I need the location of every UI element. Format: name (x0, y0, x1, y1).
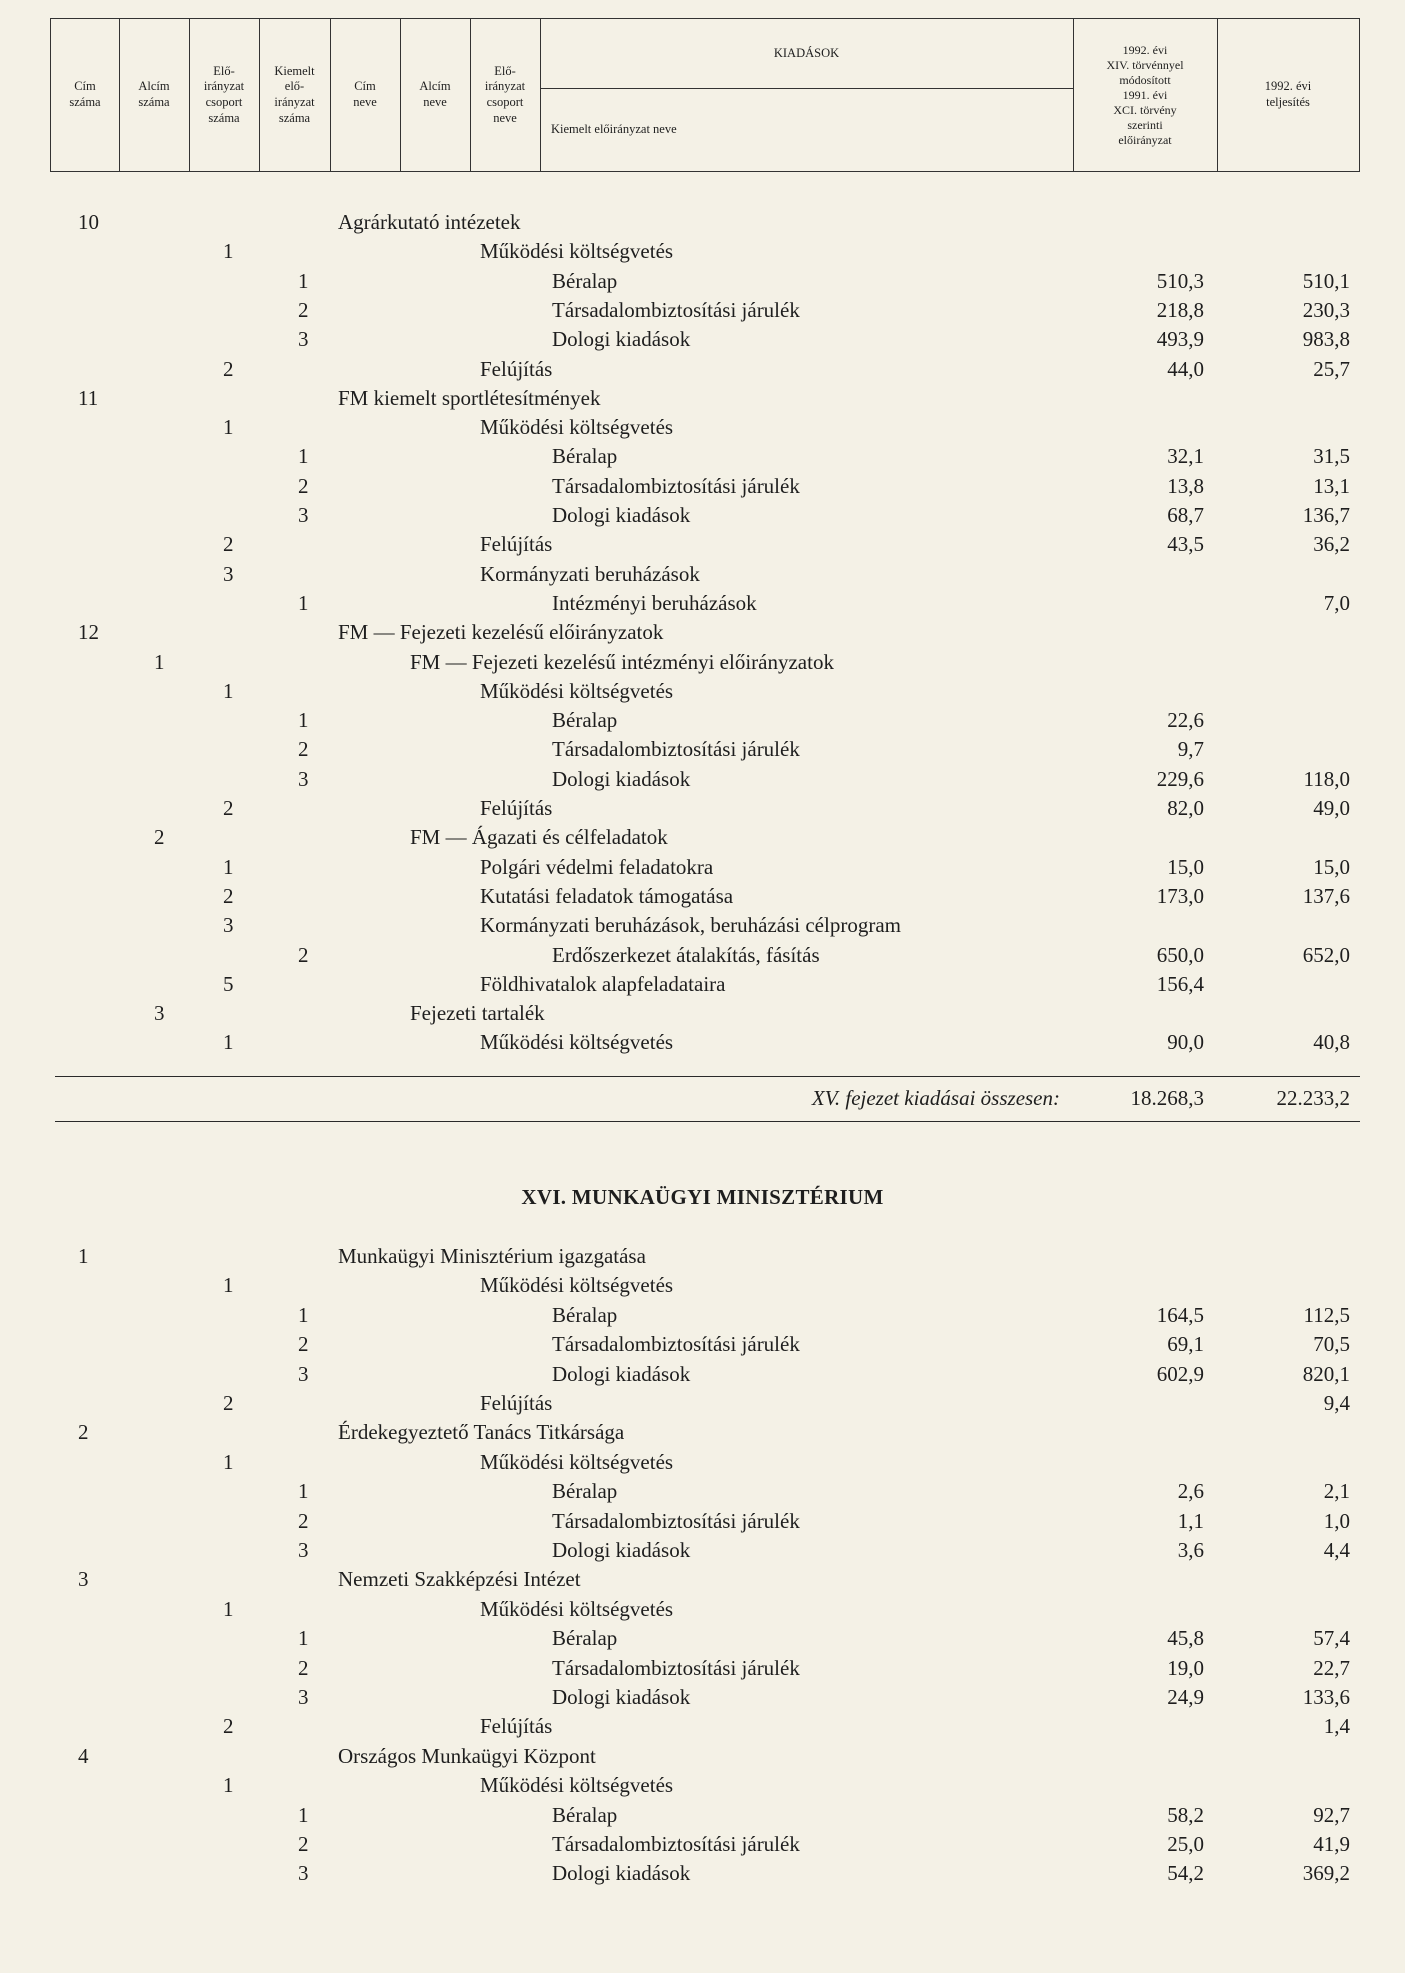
total-rule-top (55, 1076, 1360, 1077)
row-number: 2 (298, 1832, 309, 1856)
table-row (0, 1712, 1405, 1741)
row-label: Dologi kiadások (552, 327, 691, 352)
total-label: XV. fejezet kiadásai összesen: (811, 1086, 1060, 1110)
table-row (0, 1565, 1405, 1594)
row-value-1991: 54,2 (1167, 1861, 1204, 1886)
row-value-1992: 118,0 (1303, 766, 1350, 791)
row-value-1992: 22,7 (1313, 1655, 1350, 1680)
row-number: 3 (223, 561, 234, 586)
header-kiemelt-eloiranyzat-szama: Kiemelt elő- irányzat száma (274, 63, 315, 125)
row-label: Polgári védelmi feladatokra (480, 854, 714, 879)
row-number: 1 (298, 1802, 309, 1827)
row-number: 3 (223, 913, 234, 938)
row-label: Erdőszerkezet átalakítás, fásítás (552, 942, 820, 967)
row-number: 3 (298, 1861, 309, 1886)
row-value-1991: 9,7 (1177, 737, 1204, 762)
row-value-1991: 69,1 (1167, 1332, 1204, 1357)
header-kiadasok: KIADÁSOK (773, 45, 840, 60)
row-label: Társadalombiztosítási járulék (552, 473, 800, 498)
row-value-1992: 70,5 (1313, 1332, 1350, 1357)
row-label: Béralap (552, 1302, 618, 1327)
row-value-1992: 136,7 (1302, 503, 1350, 527)
header-alcim-neve: Alcím neve (419, 79, 451, 109)
table-row (0, 1683, 1405, 1712)
row-value-1992: 820,1 (1302, 1361, 1350, 1386)
row-value-1992: 652,0 (1302, 942, 1350, 967)
row-value-1991: 3,6 (1177, 1538, 1204, 1562)
row-label: Felújítás (480, 1391, 553, 1415)
table-row (0, 1360, 1405, 1389)
table-row (0, 355, 1405, 384)
row-value-1992: 25,7 (1313, 356, 1350, 381)
row-label: Béralap (552, 1626, 618, 1651)
row-label: Intézményi beruházások (552, 590, 757, 615)
row-number: 1 (223, 1449, 234, 1474)
row-value-1992: 133,6 (1302, 1685, 1350, 1709)
row-label: Dologi kiadások (552, 766, 691, 791)
header-alcim-szama: Alcím száma (138, 79, 170, 109)
row-label: Dologi kiadások (552, 1361, 691, 1386)
row-value-1992: 31,5 (1313, 444, 1350, 469)
row-number: 3 (298, 327, 309, 352)
row-number: 2 (298, 297, 309, 322)
row-number: 3 (298, 1361, 309, 1386)
table-row (0, 267, 1405, 296)
section-title: XVI. MUNKAÜGYI MINISZTÉRIUM (521, 1185, 884, 1209)
header-cim-szama: Cím száma (69, 79, 101, 109)
table-row (0, 735, 1405, 764)
row-value-1992: 15,0 (1313, 854, 1350, 879)
row-value-1991: 164,5 (1156, 1302, 1204, 1327)
row-label: Földhivatalok alapfeladataira (480, 971, 726, 996)
row-value-1991: 602,9 (1156, 1361, 1204, 1386)
row-number: 3 (298, 503, 309, 527)
row-number: 10 (78, 210, 99, 234)
table-row (0, 1301, 1405, 1330)
table-row (0, 1595, 1405, 1624)
row-value-1992: 40,8 (1313, 1030, 1350, 1055)
row-number: 1 (298, 1302, 309, 1327)
row-number: 1 (223, 678, 234, 703)
table-row (0, 1477, 1405, 1506)
row-value-1991: 510,3 (1156, 268, 1204, 293)
row-value-1992: 49,0 (1313, 796, 1350, 820)
row-value-1991: 13,8 (1167, 473, 1204, 498)
row-label: Dologi kiadások (552, 1861, 691, 1886)
table-row (0, 1624, 1405, 1653)
row-number: 1 (223, 415, 234, 440)
row-label: Működési költségvetés (480, 1030, 674, 1055)
row-label: Felújítás (480, 356, 553, 381)
row-label: Működési költségvetés (480, 678, 674, 703)
table-row (0, 1271, 1405, 1300)
row-number: 1 (223, 1596, 234, 1621)
table-row (0, 1859, 1405, 1888)
row-value-1992: 2,1 (1323, 1479, 1350, 1504)
row-value-1992: 369,2 (1302, 1861, 1350, 1886)
row-value-1991: 58,2 (1167, 1802, 1204, 1827)
table-row (0, 618, 1405, 647)
header-1992-teljesites: 1992. évi teljesítés (1264, 79, 1312, 109)
row-number: 2 (223, 1391, 234, 1415)
table-row (0, 823, 1405, 852)
table-row (0, 941, 1405, 970)
row-value-1991: 493,9 (1156, 327, 1204, 352)
row-value-1992: 510,1 (1302, 268, 1350, 293)
row-number: 2 (298, 942, 309, 967)
table-row (0, 325, 1405, 354)
table-row (0, 1330, 1405, 1359)
header-1991-eloiranyzat: 1992. évi XIV. törvénnyel módosított 1991. évi XCI. törvény szerinti előirányzat (1106, 42, 1184, 147)
row-number: 4 (78, 1743, 89, 1768)
row-label: Fejezeti tartalék (410, 1001, 545, 1026)
row-number: 1 (78, 1244, 89, 1268)
table-row (0, 442, 1405, 471)
row-value-1991: 650,0 (1156, 942, 1204, 967)
row-number: 3 (298, 1685, 309, 1709)
header-eloiranyzat-csoport-neve: Elő- irányzat csoport neve (484, 63, 526, 125)
row-label: Társadalombiztosítási járulék (552, 1508, 800, 1533)
table-row (0, 970, 1405, 999)
row-value-1992: 36,2 (1313, 532, 1350, 557)
row-value-1991: 22,6 (1167, 708, 1204, 733)
row-number: 2 (298, 737, 309, 762)
row-value-1992: 1,4 (1323, 1714, 1350, 1739)
row-number: 2 (223, 796, 234, 820)
row-label: Társadalombiztosítási járulék (552, 737, 800, 762)
row-number: 1 (154, 649, 165, 674)
table-row (0, 999, 1405, 1028)
row-label: Társadalombiztosítási járulék (552, 1655, 800, 1680)
row-number: 3 (298, 766, 309, 791)
table-row (0, 882, 1405, 911)
row-label: FM — Fejezeti kezelésű előirányzatok (338, 620, 664, 645)
table-row (0, 1771, 1405, 1800)
row-label: Kormányzati beruházások, beruházási célprogram (480, 913, 901, 938)
total-rule-bottom (55, 1121, 1360, 1122)
table-row (0, 1507, 1405, 1536)
row-value-1992: 4,4 (1323, 1538, 1350, 1562)
row-value-1991: 156,4 (1156, 971, 1204, 996)
row-value-1991: 82,0 (1167, 796, 1204, 820)
row-number: 2 (223, 532, 234, 557)
row-number: 1 (223, 854, 234, 879)
row-label: Dologi kiadások (552, 1538, 691, 1562)
table-row (0, 208, 1405, 237)
row-number: 5 (223, 971, 234, 996)
table-row (0, 677, 1405, 706)
row-number: 11 (78, 385, 99, 410)
table-row (0, 911, 1405, 940)
row-label: Felújítás (480, 1714, 553, 1739)
table-row (0, 501, 1405, 530)
row-number: 2 (298, 1332, 309, 1357)
header-kiemelt-eloiranyzat-neve: Kiemelt előirányzat neve (551, 122, 677, 137)
table-row (0, 765, 1405, 794)
row-value-1991: 25,0 (1167, 1832, 1204, 1856)
row-label: Működési költségvetés (480, 1449, 674, 1474)
row-number: 1 (223, 1030, 234, 1055)
table-row (0, 853, 1405, 882)
row-value-1992: 7,0 (1323, 590, 1350, 615)
table-row (0, 296, 1405, 325)
table-row (0, 1418, 1405, 1447)
header-eloiranyzat-csoport-szama: Elő- irányzat csoport száma (203, 63, 245, 125)
row-label: Agrárkutató intézetek (338, 210, 521, 234)
row-value-1992: 57,4 (1313, 1626, 1350, 1651)
row-label: Béralap (552, 444, 618, 469)
row-label: Nemzeti Szakképzési Intézet (338, 1567, 581, 1592)
row-value-1992: 41,9 (1313, 1832, 1350, 1856)
table-row (0, 794, 1405, 823)
row-value-1992: 13,1 (1313, 473, 1350, 498)
row-label: Felújítás (480, 532, 553, 557)
row-value-1991: 229,6 (1156, 766, 1204, 791)
row-value-1991: 2,6 (1177, 1479, 1204, 1504)
row-value-1991: 24,9 (1167, 1685, 1204, 1709)
row-label: FM — Ágazati és célfeladatok (410, 825, 668, 850)
table-row (0, 648, 1405, 677)
row-label: Társadalombiztosítási járulék (552, 1832, 800, 1856)
row-value-1992: 137,6 (1302, 883, 1350, 908)
row-number: 1 (298, 444, 309, 469)
table-row (0, 1654, 1405, 1683)
row-label: Működési költségvetés (480, 1596, 674, 1621)
total-value-1992: 22.233,2 (1276, 1086, 1350, 1110)
row-label: Munkaügyi Minisztérium igazgatása (338, 1244, 646, 1268)
table-row (0, 237, 1405, 266)
table-row (0, 472, 1405, 501)
row-label: FM — Fejezeti kezelésű intézményi előirányzatok (410, 649, 834, 674)
row-value-1991: 32,1 (1167, 444, 1204, 469)
row-value-1992: 112,5 (1303, 1302, 1350, 1327)
row-value-1992: 9,4 (1323, 1391, 1350, 1415)
row-number: 1 (223, 1773, 234, 1798)
total-row (0, 1084, 1405, 1113)
row-label: Társadalombiztosítási járulék (552, 1332, 800, 1357)
row-value-1991: 68,7 (1167, 503, 1204, 527)
row-value-1991: 19,0 (1167, 1655, 1204, 1680)
row-label: Működési költségvetés (480, 415, 674, 440)
row-number: 1 (298, 590, 309, 615)
row-label: Felújítás (480, 796, 553, 820)
row-label: Dologi kiadások (552, 503, 691, 527)
row-number: 2 (78, 1420, 89, 1445)
row-label: Működési költségvetés (480, 1273, 674, 1298)
table-row (0, 589, 1405, 618)
row-label: Érdekegyeztető Tanács Titkársága (338, 1420, 625, 1445)
row-number: 1 (223, 239, 234, 264)
table-row (0, 1242, 1405, 1271)
row-label: Béralap (552, 1479, 618, 1504)
row-value-1991: 1,1 (1177, 1508, 1204, 1533)
row-number: 1 (298, 1479, 309, 1504)
table-row (0, 1830, 1405, 1859)
row-number: 3 (78, 1567, 89, 1592)
row-value-1991: 45,8 (1167, 1626, 1204, 1651)
table-row (0, 413, 1405, 442)
row-value-1991: 44,0 (1167, 356, 1204, 381)
row-number: 2 (298, 1655, 309, 1680)
row-number: 1 (298, 268, 309, 293)
row-label: Béralap (552, 268, 618, 293)
row-label: Országos Munkaügyi Központ (338, 1743, 596, 1768)
row-label: Működési költségvetés (480, 239, 674, 264)
row-label: Működési költségvetés (480, 1773, 674, 1798)
table-row (0, 384, 1405, 413)
row-number: 1 (298, 1626, 309, 1651)
header-cim-neve: Cím neve (353, 79, 377, 109)
row-number: 2 (298, 1508, 309, 1533)
row-number: 3 (154, 1001, 165, 1026)
row-value-1991: 15,0 (1167, 854, 1204, 879)
row-number: 12 (78, 620, 99, 645)
table-row (0, 1742, 1405, 1771)
table-row (0, 706, 1405, 735)
row-number: 1 (223, 1273, 234, 1298)
row-value-1992: 1,0 (1323, 1508, 1350, 1533)
row-number: 1 (298, 708, 309, 733)
table-row (0, 1536, 1405, 1565)
row-label: Dologi kiadások (552, 1685, 691, 1709)
row-number: 2 (223, 1714, 234, 1739)
row-value-1991: 218,8 (1156, 297, 1204, 322)
row-value-1991: 90,0 (1167, 1030, 1204, 1055)
row-label: FM kiemelt sportlétesítmények (338, 385, 601, 410)
table-row (0, 560, 1405, 589)
table-row (0, 1801, 1405, 1830)
row-label: Béralap (552, 708, 618, 733)
row-label: Kormányzati beruházások (480, 561, 700, 586)
total-value-1991: 18.268,3 (1130, 1086, 1204, 1110)
table-row (0, 1448, 1405, 1477)
table-row (0, 1028, 1405, 1057)
row-number: 3 (298, 1538, 309, 1562)
row-label: Kutatási feladatok támogatása (480, 883, 734, 908)
row-label: Béralap (552, 1802, 618, 1827)
row-number: 2 (298, 473, 309, 498)
row-value-1991: 173,0 (1156, 883, 1204, 908)
row-value-1992: 230,3 (1302, 297, 1350, 322)
row-number: 2 (223, 883, 234, 908)
row-label: Társadalombiztosítási járulék (552, 297, 800, 322)
table-row (0, 530, 1405, 559)
row-value-1991: 43,5 (1167, 532, 1204, 557)
row-number: 2 (154, 825, 165, 850)
table-row (0, 1389, 1405, 1418)
row-number: 2 (223, 356, 234, 381)
row-value-1992: 983,8 (1302, 327, 1350, 352)
table-header (50, 18, 1360, 172)
row-value-1992: 92,7 (1313, 1802, 1350, 1827)
